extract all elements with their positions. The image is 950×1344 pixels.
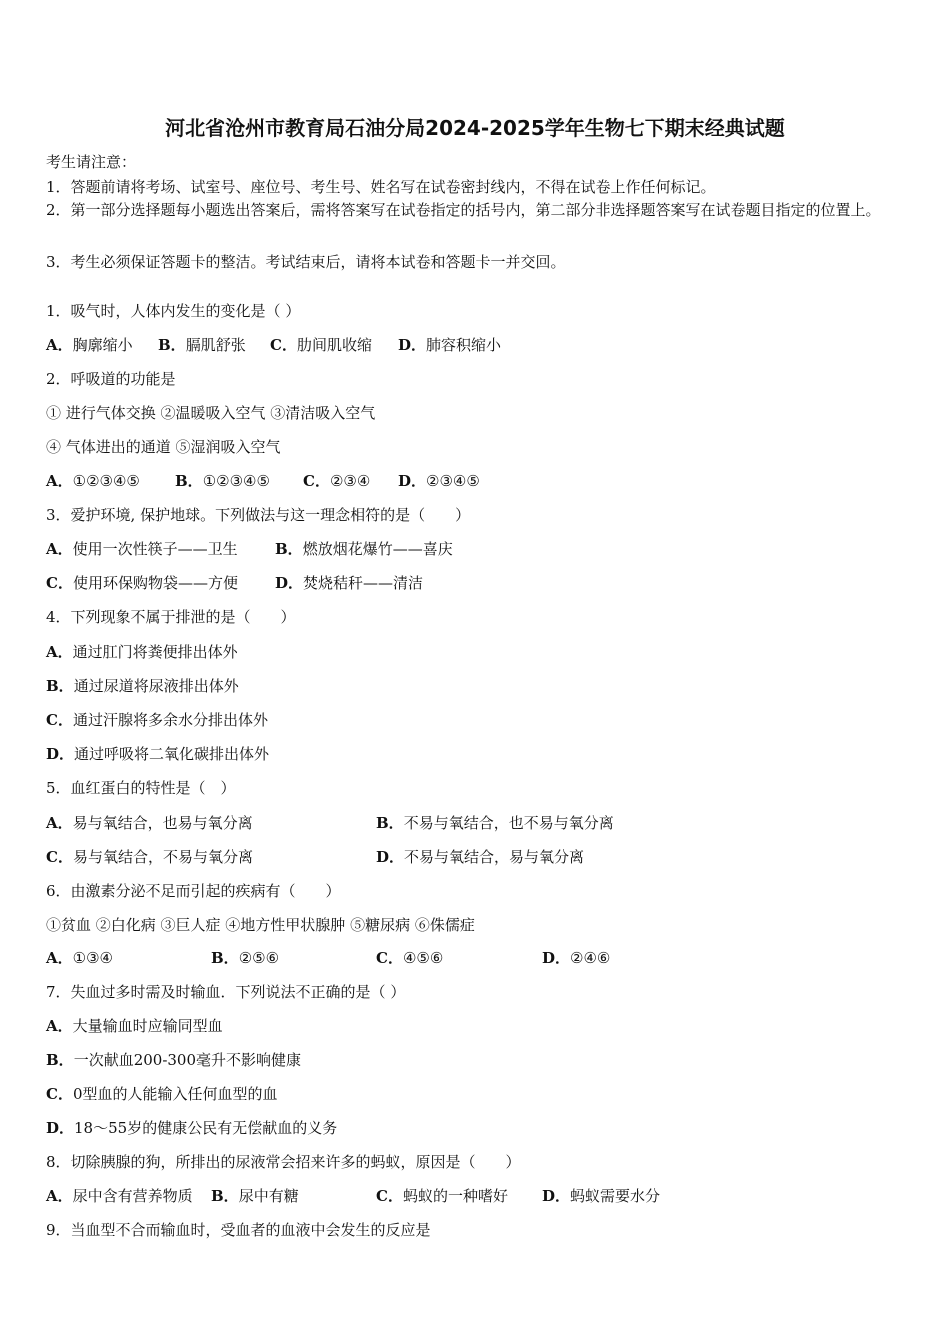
option-text: 不易与氧结合，也不易与氧分离 <box>403 814 614 832</box>
option-letter: B． <box>158 336 186 354</box>
option-text: ④⑤⑥ <box>402 949 444 967</box>
notice-item: 2．第一部分选择题每小题选出答案后，需将答案写在试卷指定的括号内，第二部分非选择题答案写在试卷题目指定的位置上。 <box>46 201 881 219</box>
option-a <box>46 813 253 833</box>
option-d <box>398 335 501 355</box>
option-b <box>175 471 270 491</box>
option-text: 膈肌舒张 <box>185 336 246 354</box>
question-stem: 7．失血过多时需及时输血．下列说法不正确的是（ ） <box>46 983 406 1001</box>
option-letter: C． <box>303 472 330 490</box>
option-letter: B． <box>46 1051 74 1069</box>
option-letter: C． <box>46 574 73 592</box>
option-text: 肋间肌收缩 <box>296 336 372 354</box>
option-d <box>376 847 584 867</box>
option-text: 蚂蚁需要水分 <box>570 1187 661 1205</box>
option-d <box>275 573 423 593</box>
option-d <box>542 1186 660 1206</box>
option-letter: C． <box>376 1187 403 1205</box>
option-text: 通过汗腺将多余水分排出体外 <box>72 711 268 729</box>
option-a <box>46 335 133 355</box>
option-letter: B． <box>175 472 203 490</box>
question-stem: 9．当血型不合而输血时，受血者的血液中会发生的反应是 <box>46 1221 431 1239</box>
question-stem: 5．血红蛋白的特性是（ ） <box>46 779 236 797</box>
option-d <box>542 948 610 968</box>
option-text: 不易与氧结合，易与氧分离 <box>404 848 585 866</box>
question-stem: 4．下列现象不属于排泄的是（ ） <box>46 608 296 626</box>
option-letter: D． <box>398 336 427 354</box>
option-text: 蚂蚁的一种嗜好 <box>402 1187 508 1205</box>
option-b <box>376 813 614 833</box>
option-text: 0型血的人能输入任何血型的血 <box>72 1085 278 1103</box>
option-c <box>376 948 443 968</box>
option-text: 一次献血200-300毫升不影响健康 <box>73 1051 302 1069</box>
option-b <box>158 335 246 355</box>
option-letter: A． <box>46 1187 73 1205</box>
option-text: ②⑤⑥ <box>238 949 280 967</box>
option-text: ①②③④⑤ <box>72 472 140 490</box>
option-letter: D． <box>46 745 75 763</box>
option-letter: B． <box>211 949 239 967</box>
option-text: 焚烧秸秆——清洁 <box>303 574 424 592</box>
option-a <box>46 642 238 662</box>
option-text: 使用一次性筷子——卫生 <box>72 540 238 558</box>
option-letter: D． <box>46 1119 75 1137</box>
option-text: ②④⑥ <box>570 949 611 967</box>
option-letter: A． <box>46 643 73 661</box>
option-b <box>211 948 279 968</box>
option-d <box>398 471 480 491</box>
option-text: ①③④ <box>72 949 113 967</box>
question-stem: 2．呼吸道的功能是 <box>46 370 176 388</box>
option-text: ②③④⑤ <box>426 472 480 490</box>
option-c <box>46 573 238 593</box>
option-b <box>46 676 239 696</box>
option-letter: D． <box>398 472 427 490</box>
option-c <box>46 710 268 730</box>
option-c <box>46 1084 278 1104</box>
option-letter: A． <box>46 814 73 832</box>
notice-item: 3．考生必须保证答题卡的整洁。考试结束后，请将本试卷和答题卡一并交回。 <box>46 253 566 271</box>
option-b <box>275 539 453 559</box>
option-d <box>46 744 269 764</box>
question-extra: ④ 气体进出的通道 ⑤湿润吸入空气 <box>46 438 281 456</box>
option-a <box>46 471 140 491</box>
option-text: 易与氧结合，也易与氧分离 <box>72 814 253 832</box>
option-text: ②③④ <box>329 472 371 490</box>
option-letter: B． <box>211 1187 239 1205</box>
page-title: 河北省沧州市教育局石油分局2024-2025学年生物七下期末经典试题 <box>165 116 785 140</box>
option-letter: C． <box>376 949 403 967</box>
option-letter: B． <box>376 814 404 832</box>
option-text: 大量输血时应输同型血 <box>72 1017 223 1035</box>
option-letter: A． <box>46 540 73 558</box>
question-stem: 3．爱护环境, 保护地球。下列做法与这一理念相符的是（ ） <box>46 506 471 524</box>
option-letter: C． <box>46 1085 73 1103</box>
option-text: 通过肛门将粪便排出体外 <box>72 643 238 661</box>
option-letter: B． <box>275 540 303 558</box>
notice-heading: 考生请注意： <box>46 153 137 171</box>
option-text: 使用环保购物袋——方便 <box>72 574 238 592</box>
option-letter: A． <box>46 336 73 354</box>
option-c <box>46 847 253 867</box>
option-letter: C． <box>46 711 73 729</box>
question-extra: ① 进行气体交换 ②温暖吸入空气 ③清洁吸入空气 <box>46 404 376 422</box>
option-letter: B． <box>46 677 74 695</box>
option-text: 尿中含有营养物质 <box>72 1187 193 1205</box>
notice-item: 1．答题前请将考场、试室号、座位号、考生号、姓名写在试卷密封线内，不得在试卷上作任何标记。 <box>46 178 716 196</box>
option-a <box>46 539 238 559</box>
option-text: ①②③④⑤ <box>202 472 270 490</box>
option-c <box>270 335 372 355</box>
option-text: 胸廓缩小 <box>72 336 133 354</box>
option-text: 通过尿道将尿液排出体外 <box>73 677 239 695</box>
option-a <box>46 948 113 968</box>
option-letter: A． <box>46 472 73 490</box>
question-stem: 1．吸气时，人体内发生的变化是（ ） <box>46 302 301 320</box>
option-a <box>46 1186 193 1206</box>
option-a <box>46 1016 223 1036</box>
option-c <box>376 1186 508 1206</box>
option-b <box>46 1050 301 1070</box>
question-stem: 8．切除胰腺的狗，所排出的尿液常会招来许多的蚂蚁，原因是（ ） <box>46 1153 521 1171</box>
option-letter: D． <box>376 848 405 866</box>
option-b <box>211 1186 299 1206</box>
option-text: 肺容积缩小 <box>426 336 502 354</box>
option-text: 18～55岁的健康公民有无偿献血的义务 <box>74 1119 338 1137</box>
option-letter: D． <box>542 1187 571 1205</box>
option-letter: D． <box>275 574 304 592</box>
option-text: 易与氧结合，不易与氧分离 <box>72 848 253 866</box>
option-text: 燃放烟花爆竹——喜庆 <box>302 540 453 558</box>
option-letter: A． <box>46 1017 73 1035</box>
option-letter: D． <box>542 949 571 967</box>
option-letter: A． <box>46 949 73 967</box>
option-d <box>46 1118 337 1138</box>
option-letter: C． <box>46 848 73 866</box>
question-stem: 6．由激素分泌不足而引起的疾病有（ ） <box>46 882 341 900</box>
option-text: 通过呼吸将二氧化碳排出体外 <box>74 745 270 763</box>
option-letter: C． <box>270 336 297 354</box>
question-extra: ①贫血 ②白化病 ③巨人症 ④地方性甲状腺肿 ⑤糖尿病 ⑥侏儒症 <box>46 916 475 934</box>
option-text: 尿中有糖 <box>238 1187 299 1205</box>
option-c <box>303 471 370 491</box>
